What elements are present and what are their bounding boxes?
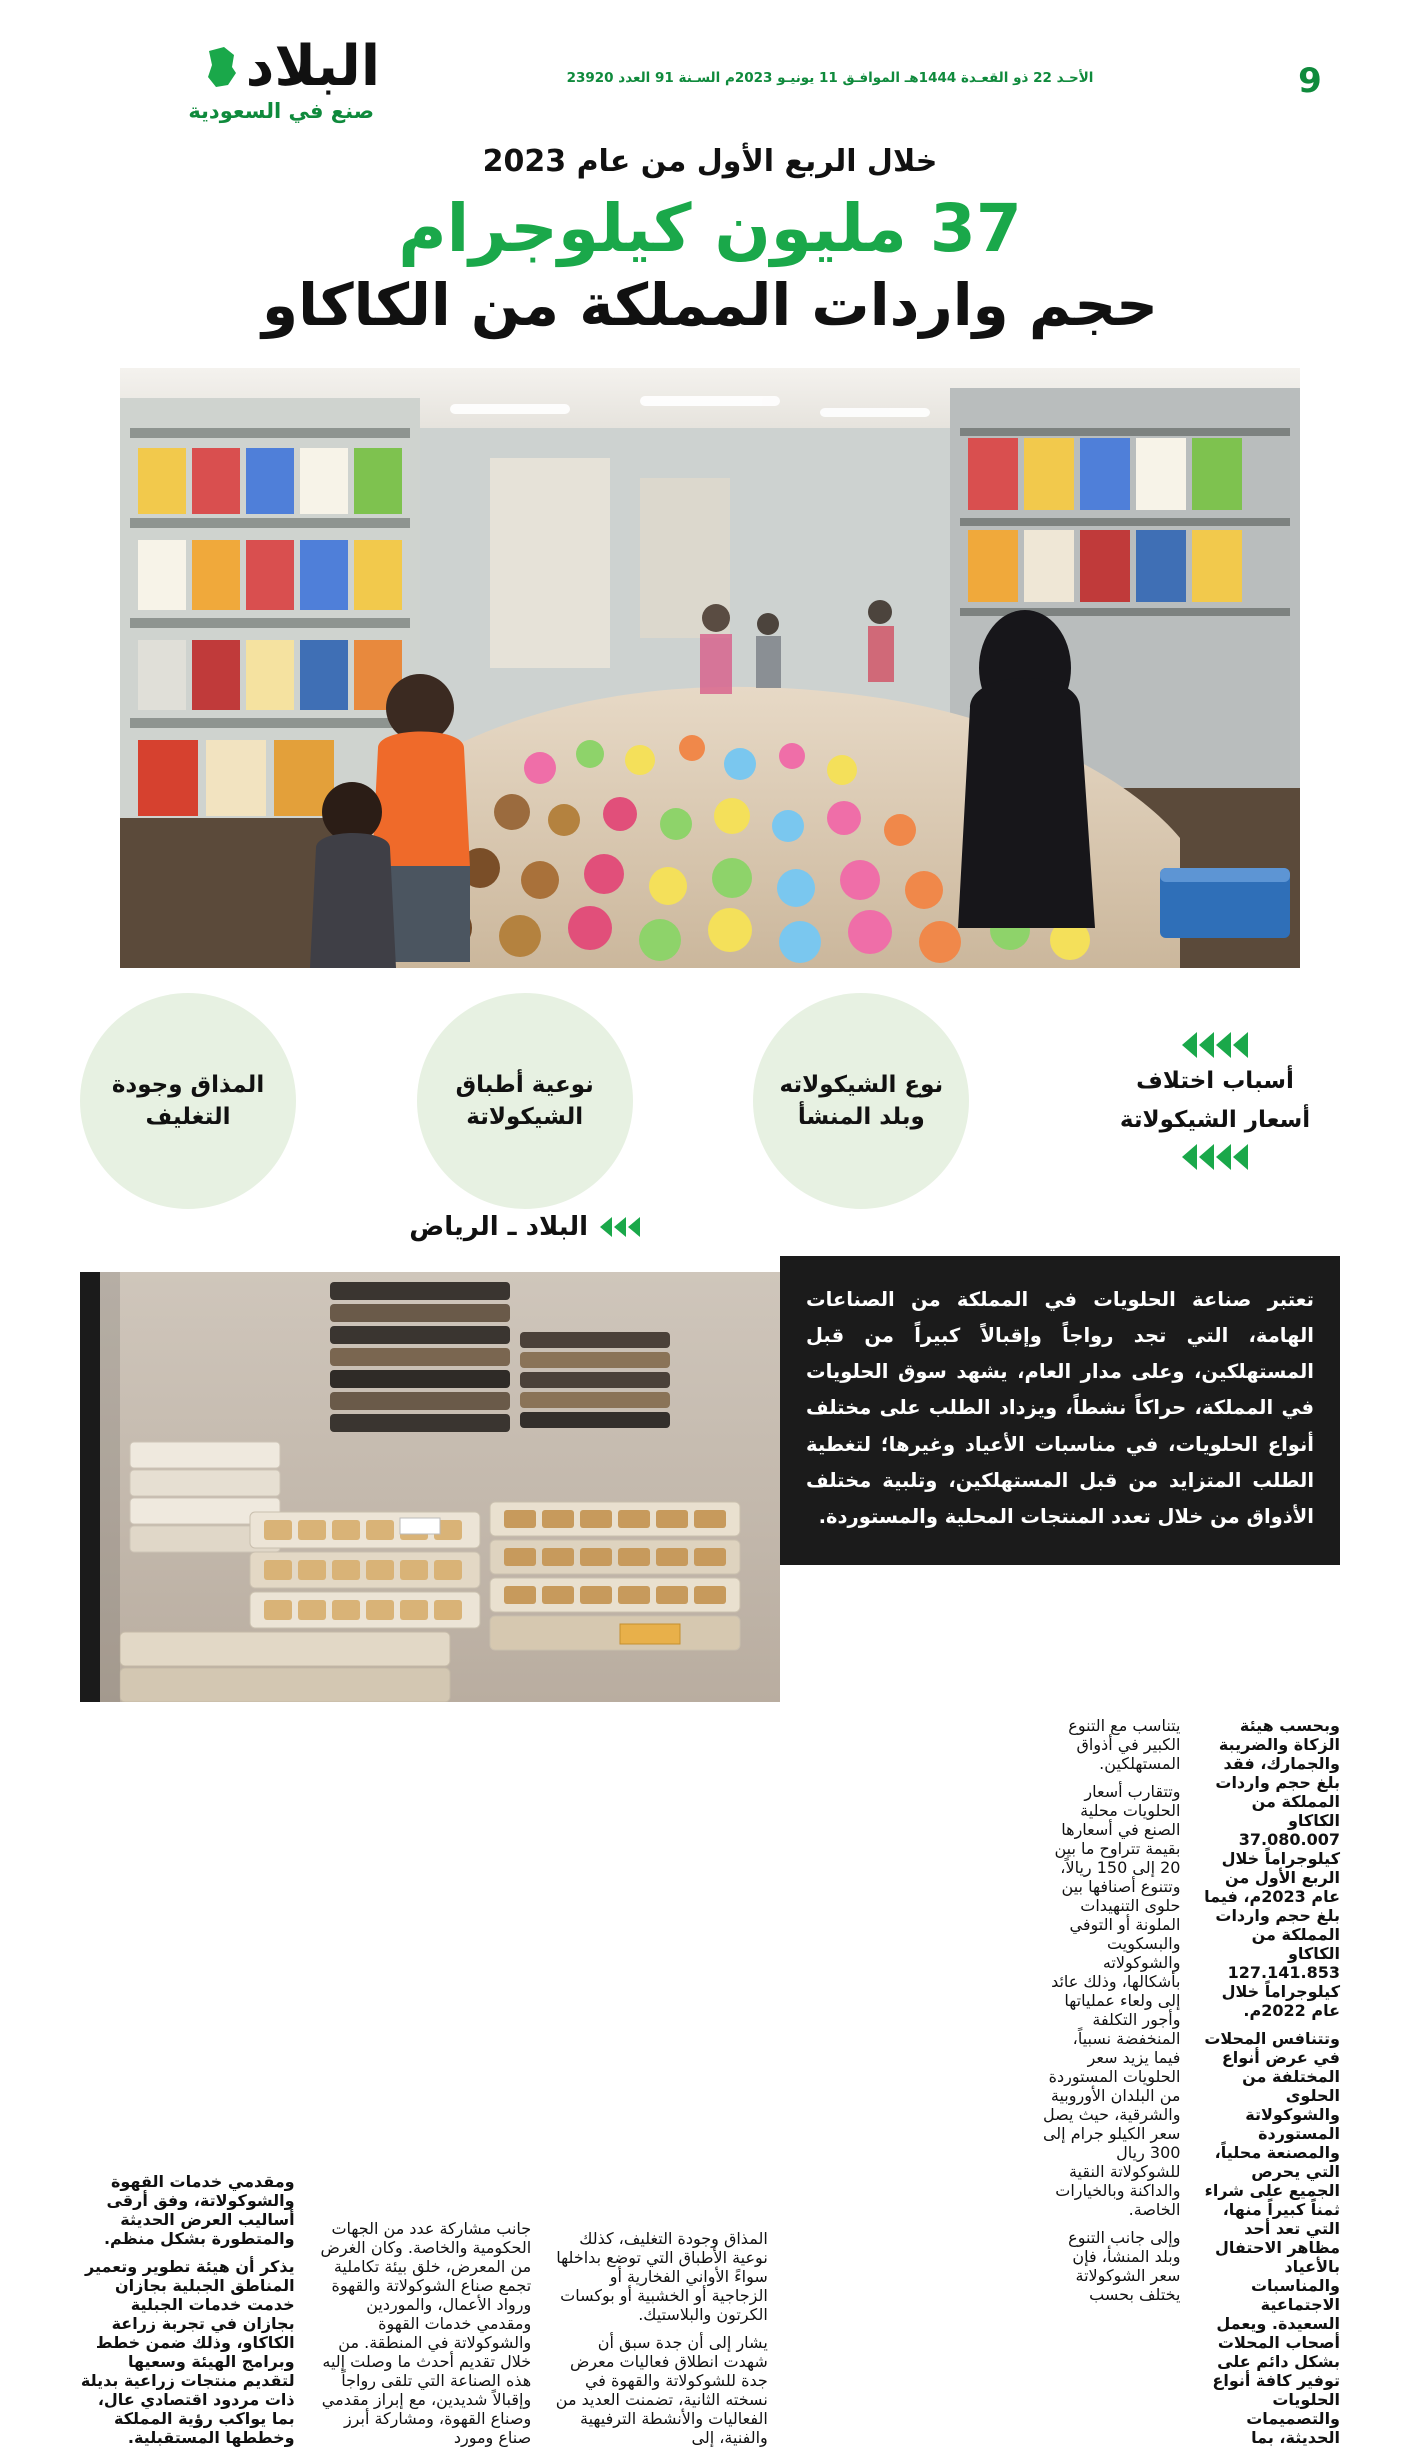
paragraph: وتتنافس المحلات في عرض أنواع المختلفة من الحلوى والشوكولاتة المستوردة والمصنعة محلياً، التي يحرص الجميع على شراء ثمناً كبيراً منها، التي تعد أحد مظاهر الاحتفال بالأعياد والمناسبات الاجتماعية السعيدة. ويعمل أصحاب المحلات بشكل دائم على توفير كافة أنواع الحلويات والتصميمات الحديثة، بما: [1204, 2029, 1340, 2448]
text-column-2: [1043, 1716, 1181, 2456]
chevrons-top-icon: [1182, 1032, 1248, 1058]
paragraph: ومقدمي خدمات القهوة والشوكولاتة، وفق أرقى أساليب العرض الحديثة والمتطورة بشكل منظم.: [103, 2172, 295, 2249]
lower-columns-region: [80, 1716, 1340, 2456]
page-number: 9: [1298, 61, 1322, 101]
paragraph: يشار إلى أن جدة سبق أن شهدت انطلاق فعاليات معرض جدة للشوكولاتة والقهوة في نسخته الثانية، تضمنت العديد من الفعاليات والأنشطة الترفيهية والفنية، إلى: [555, 2333, 768, 2448]
paragraph: جانب مشاركة عدد من الجهات الحكومية والخاصة. وكان الغرض من المعرض، خلق بيئة تكاملية تجمع صناع الشوكولاتة والقهوة ورواد الأعمال، والموردين ومقدمي خدمات القهوة والشوكولاتة في المنطقة. من خلال تقديم أحدث ما وصلت إليه هذه الصناعة التي تلقى رواجاً وإقبالاً شديدين، مع إبراز مقدمي وصناع القهوة، ومشاركة أبرز صناع ومورد: [320, 2219, 532, 2448]
text-column-4: [317, 2219, 532, 2456]
article-lead-paragraph: تعتبر صناعة الحلويات في المملكة من الصناعات الهامة، التي تجد رواجاً وإقبالاً كبيراً من قبل المستهلكين، وعلى مدار العام، يشهد سوق الحلويات في المملكة، حراكاً نشطاً، ويزداد الطلب على مختلف أنواع الحلويات، في مناسبات الأعياد وغيرها؛ لتغطية الطلب المتزايد من قبل المستهلكين، وتلبية مختلف الأذواق من خلال تعدد المنتجات المحلية والمستوردة.: [780, 1256, 1340, 1564]
byline-chevrons-icon: [600, 1217, 640, 1237]
reason-bubble-1: [80, 993, 296, 1209]
hero-photo-candy-store: [120, 368, 1300, 968]
logo-wordmark: البلاد: [245, 34, 381, 99]
text-column-5: [80, 2172, 295, 2456]
secondary-photo-wrap: [80, 1256, 780, 1702]
paragraph: وإلى جانب التنوع وبلد المنشأ، فإن سعر الشوكولاتة يختلف بحسب: [1068, 2228, 1181, 2305]
reason-bubble-1-label: المذاق وجودة التغليف: [111, 1072, 265, 1131]
paragraph: يذكر أن هيئة تطوير وتعمير المناطق الجبلية بجازان خدمت خدمات الجبلية بجازان في تجربة زراعة الكاكاو، وذلك ضمن خطط وبرامج الهيئة وسعيها لتقديم منتجات زراعية بديلة ذات مردود اقتصادي عال، بما يواكب رؤية المملكة وخططها المستقبلية.: [80, 2257, 295, 2448]
issue-line: الأحـد 22 ذو القعـدة 1444هـ الموافـق 11 يونيـو 2023م السـنة 91 العدد 23920: [566, 70, 1094, 86]
paragraph: وتتقارب أسعار الحلويات محلية الصنع في أسعارها بقيمة تتراوح ما بين 20 إلى 150 ريالاً، وتتنوع أصنافها بين حلوى التنهيدات الملونة أو التوفي والبسكويت والشوكولاته بأشكالها، وذلك عائد إلى ولعاء عملياتها وأجور التكلفة المنخفضة نسبياً، فيما يزيد سعر الحلويات المستوردة من البلدان الأوروبية والشرقية، حيث يصل سعر الكيلو جرام إلى 300 ريال للشوكولاتة النقية والداكنة وبالخيارات الخاصة.: [1042, 1782, 1181, 2220]
reasons-strip-title: [1090, 1032, 1340, 1170]
masthead: [80, 0, 1340, 123]
reason-bubble-2-label: نوعية أطباق الشيكولاتة: [455, 1072, 594, 1131]
headline-primary: 37 مليون كيلوجرام: [398, 190, 1022, 267]
reasons-title-line1: أسباب اختلاف: [1136, 1068, 1294, 1095]
newspaper-logo: [80, 34, 381, 123]
secondary-photo-sweets-trays: [100, 1272, 780, 1702]
reasons-strip: [80, 1016, 1340, 1186]
secondary-photo-illustration: [100, 1272, 780, 1702]
headline-kicker: خلال الربع الأول من عام 2023: [482, 144, 938, 179]
article-byline: البلاد ـ الرياض: [409, 1212, 588, 1243]
logo-tagline: صنع في السعودية: [188, 99, 375, 123]
hero-photo-illustration: [120, 368, 1300, 968]
headline-secondary: حجم واردات المملكة من الكاكاو: [262, 270, 1158, 339]
reason-bubble-2: [417, 993, 633, 1209]
saudi-map-icon: [204, 45, 238, 89]
paragraph: وبحسب هيئة الزكاة والضريبة والجمارك، فقد بلغ حجم واردات المملكة من الكاكاو 37.080.007 كيلوجراماً خلال الربع الأول من عام 2023م، فيما بلغ حجم واردات المملكة من الكاكاو 127.141.853 كيلوجراماً خلال عام 2022م.: [1204, 1716, 1340, 2021]
paragraph: المذاق وجودة التغليف، كذلك نوعية الأطباق التي توضع بداخلها سواءً الأواني الفخارية أو الزجاجية أو الخشبية أو بوكسات الكرتون والبلاستيك.: [556, 2229, 768, 2325]
byline-row: [80, 1212, 640, 1242]
article-content: [80, 1256, 1340, 1702]
lower-columns-right: [790, 1716, 1340, 2456]
lower-columns-left: [80, 1716, 768, 2456]
text-column-1: [1202, 1716, 1340, 2456]
reason-bubble-3-label: نوع الشيكولاته وبلد المنشأ: [779, 1072, 944, 1131]
reasons-title-line2: أسعار الشيكولاتة: [1119, 1107, 1311, 1134]
text-column-3: [553, 2229, 768, 2456]
paragraph: يتناسب مع التنوع الكبير في أذواق المستهلكين.: [1068, 1716, 1181, 1774]
reason-bubble-3: [753, 993, 969, 1209]
chevrons-bottom-icon: [1182, 1144, 1248, 1170]
